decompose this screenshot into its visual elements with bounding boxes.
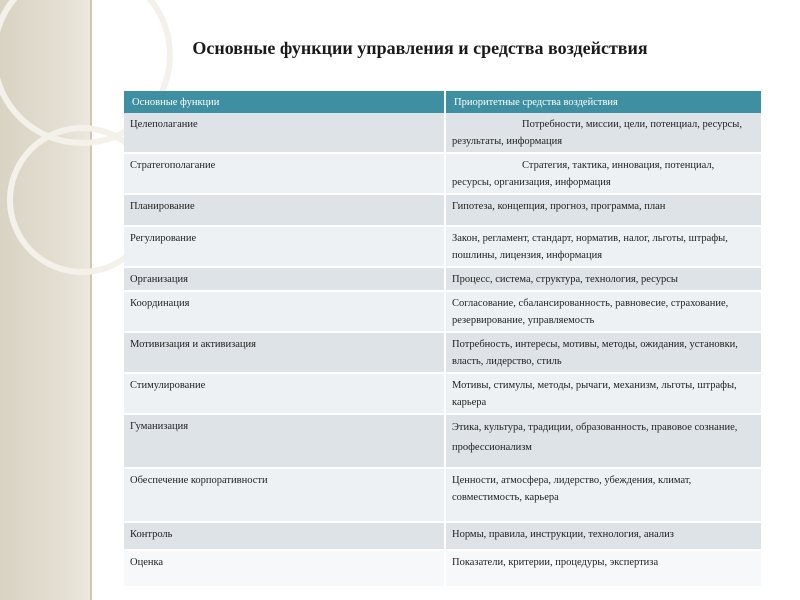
function-cell: Организация xyxy=(124,267,445,291)
means-cell: Потребность, интересы, мотивы, методы, ожидания, установки, власть, лидерство, стиль xyxy=(445,332,762,373)
table-row xyxy=(124,291,762,332)
function-cell: Обеспечение корпоративности xyxy=(124,468,445,522)
means-cell: Этика, культура, традиции, образованность, правовое сознание, профессионализм xyxy=(445,414,762,468)
means-cell: Согласование, сбалансированность, равновесие, страхование, резервирование, управляемость xyxy=(445,291,762,332)
means-cell: Закон, регламент, стандарт, норматив, налог, льготы, штрафы, пошлины, лицензия, информация xyxy=(445,226,762,267)
table-row xyxy=(124,267,762,291)
table-row xyxy=(124,113,762,153)
means-cell: Процесс, система, структура, технология, ресурсы xyxy=(445,267,762,291)
means-cell: Потребности, миссии, цели, потенциал, ресурсы, результаты, информация xyxy=(445,113,762,153)
table-header-row xyxy=(124,91,762,113)
means-cell: Показатели, критерии, процедуры, экспертиза xyxy=(445,550,762,587)
header-means: Приоритетные средства воздействия xyxy=(445,91,762,113)
functions-table-container xyxy=(124,91,762,588)
means-cell: Мотивы, стимулы, методы, рычаги, механизм, льготы, штрафы, карьера xyxy=(445,373,762,414)
table-row xyxy=(124,522,762,550)
header-functions: Основные функции xyxy=(124,91,445,113)
function-cell: Мотивизация и активизация xyxy=(124,332,445,373)
table-row xyxy=(124,153,762,194)
function-cell: Стратегополагание xyxy=(124,153,445,194)
table-row xyxy=(124,468,762,522)
function-cell: Гуманизация xyxy=(124,414,445,468)
table-row xyxy=(124,550,762,587)
function-cell: Планирование xyxy=(124,194,445,226)
means-cell: Стратегия, тактика, инновация, потенциал, ресурсы, организация, информация xyxy=(445,153,762,194)
function-cell: Стимулирование xyxy=(124,373,445,414)
function-cell: Контроль xyxy=(124,522,445,550)
function-cell: Оценка xyxy=(124,550,445,587)
means-cell: Нормы, правила, инструкции, технология, анализ xyxy=(445,522,762,550)
means-cell: Ценности, атмосфера, лидерство, убеждения, климат, совместимость, карьера xyxy=(445,468,762,522)
function-cell: Координация xyxy=(124,291,445,332)
table-row xyxy=(124,373,762,414)
means-cell: Гипотеза, концепция, прогноз, программа, план xyxy=(445,194,762,226)
functions-table xyxy=(124,91,763,588)
function-cell: Целеполагание xyxy=(124,113,445,153)
table-row xyxy=(124,194,762,226)
table-row xyxy=(124,332,762,373)
table-row xyxy=(124,226,762,267)
table-row xyxy=(124,414,762,468)
function-cell: Регулирование xyxy=(124,226,445,267)
page-title: Основные функции управления и средства воздействия xyxy=(192,38,648,58)
